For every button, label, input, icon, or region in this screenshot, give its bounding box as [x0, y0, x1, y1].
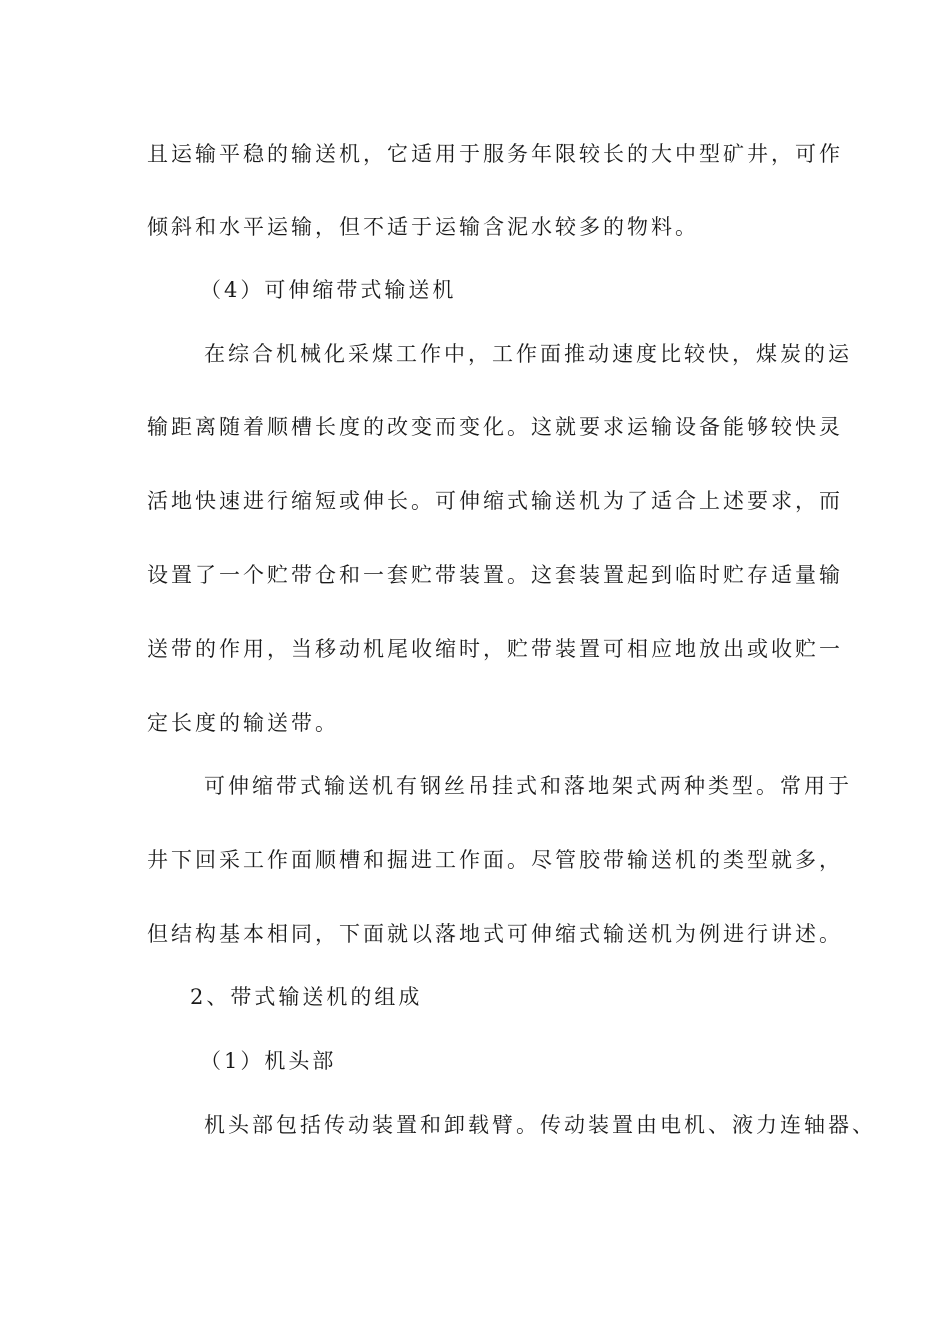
text-line: 设置了一个贮带仓和一套贮带装置。这套装置起到临时贮存适量输 [147, 563, 843, 587]
text-line: 倾斜和水平运输，但不适于运输含泥水较多的物料。 [147, 215, 699, 239]
text-line: 定长度的输送带。 [147, 711, 339, 735]
section-heading: （1）机头部 [200, 1049, 337, 1073]
section-heading: 2、带式输送机的组成 [190, 985, 423, 1009]
text-line: 送带的作用，当移动机尾收缩时，贮带装置可相应地放出或收贮一 [147, 637, 843, 661]
text-line: 可伸缩带式输送机有钢丝吊挂式和落地架式两种类型。常用于 [204, 774, 852, 798]
text-line: 且运输平稳的输送机，它适用于服务年限较长的大中型矿井，可作 [147, 142, 843, 166]
text-line: 但结构基本相同，下面就以落地式可伸缩式输送机为例进行讲述。 [147, 922, 843, 946]
section-heading: （4）可伸缩带式输送机 [200, 278, 457, 302]
text-line: 井下回采工作面顺槽和掘进工作面。尽管胶带输送机的类型就多， [147, 848, 843, 872]
text-line: 在综合机械化采煤工作中，工作面推动速度比较快，煤炭的运 [204, 342, 852, 366]
text-line: 机头部包括传动装置和卸载臂。传动装置由电机、液力连轴器、 [204, 1113, 876, 1137]
text-line: 输距离随着顺槽长度的改变而变化。这就要求运输设备能够较快灵 [147, 415, 843, 439]
text-line: 活地快速进行缩短或伸长。可伸缩式输送机为了适合上述要求，而 [147, 489, 843, 513]
